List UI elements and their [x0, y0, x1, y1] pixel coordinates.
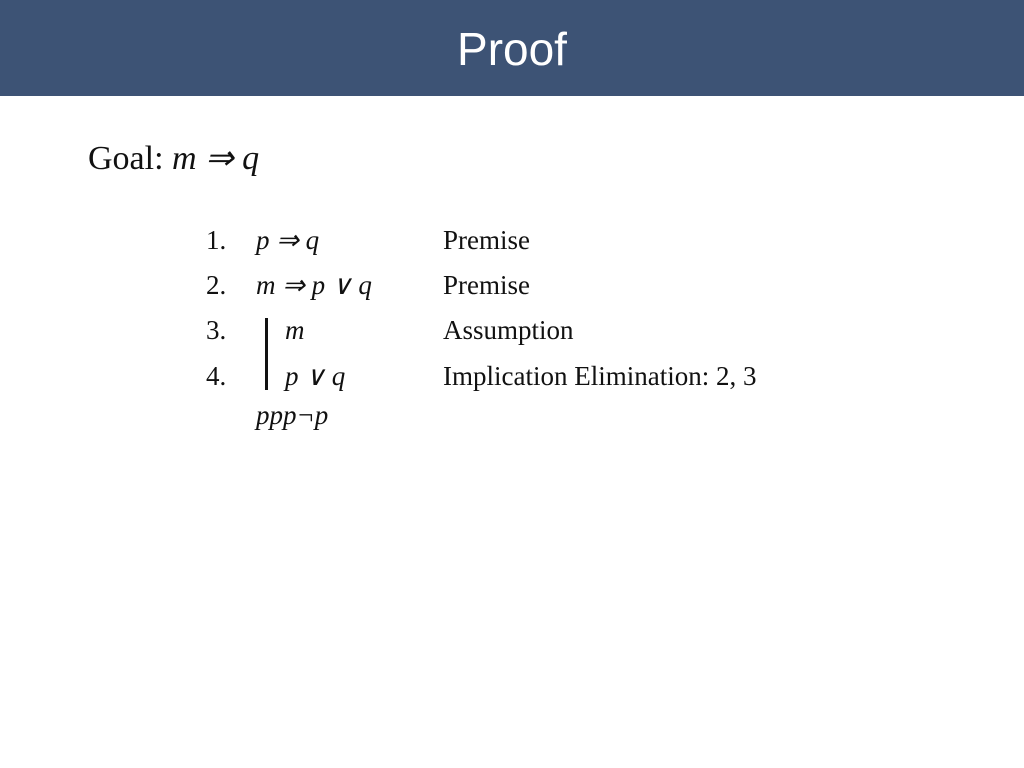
proof-line-formula: m ⇒ p ∨ q: [256, 270, 372, 300]
slide-title: Proof: [457, 23, 567, 75]
proof-line-formula: m: [285, 315, 305, 345]
subproof-bar: [265, 318, 268, 390]
proof-line-reason: Premise: [443, 270, 530, 300]
proof-line-number: 4.: [206, 361, 227, 391]
proof-line-reason: Assumption: [443, 315, 574, 345]
proof-line-number: 3.: [206, 315, 227, 345]
proof-line-number: 1.: [206, 225, 227, 255]
trailing-formula: ppp¬p: [256, 400, 329, 430]
goal-label: Goal:: [88, 140, 164, 177]
proof-line-reason: Implication Elimination: 2, 3: [443, 361, 757, 391]
goal-formula: m ⇒ q: [172, 140, 260, 177]
proof-line-formula: p ∨ q: [285, 361, 346, 391]
proof-line-number: 2.: [206, 270, 227, 300]
proof-line-reason: Premise: [443, 225, 530, 255]
proof-line-formula: p ⇒ q: [256, 225, 320, 255]
